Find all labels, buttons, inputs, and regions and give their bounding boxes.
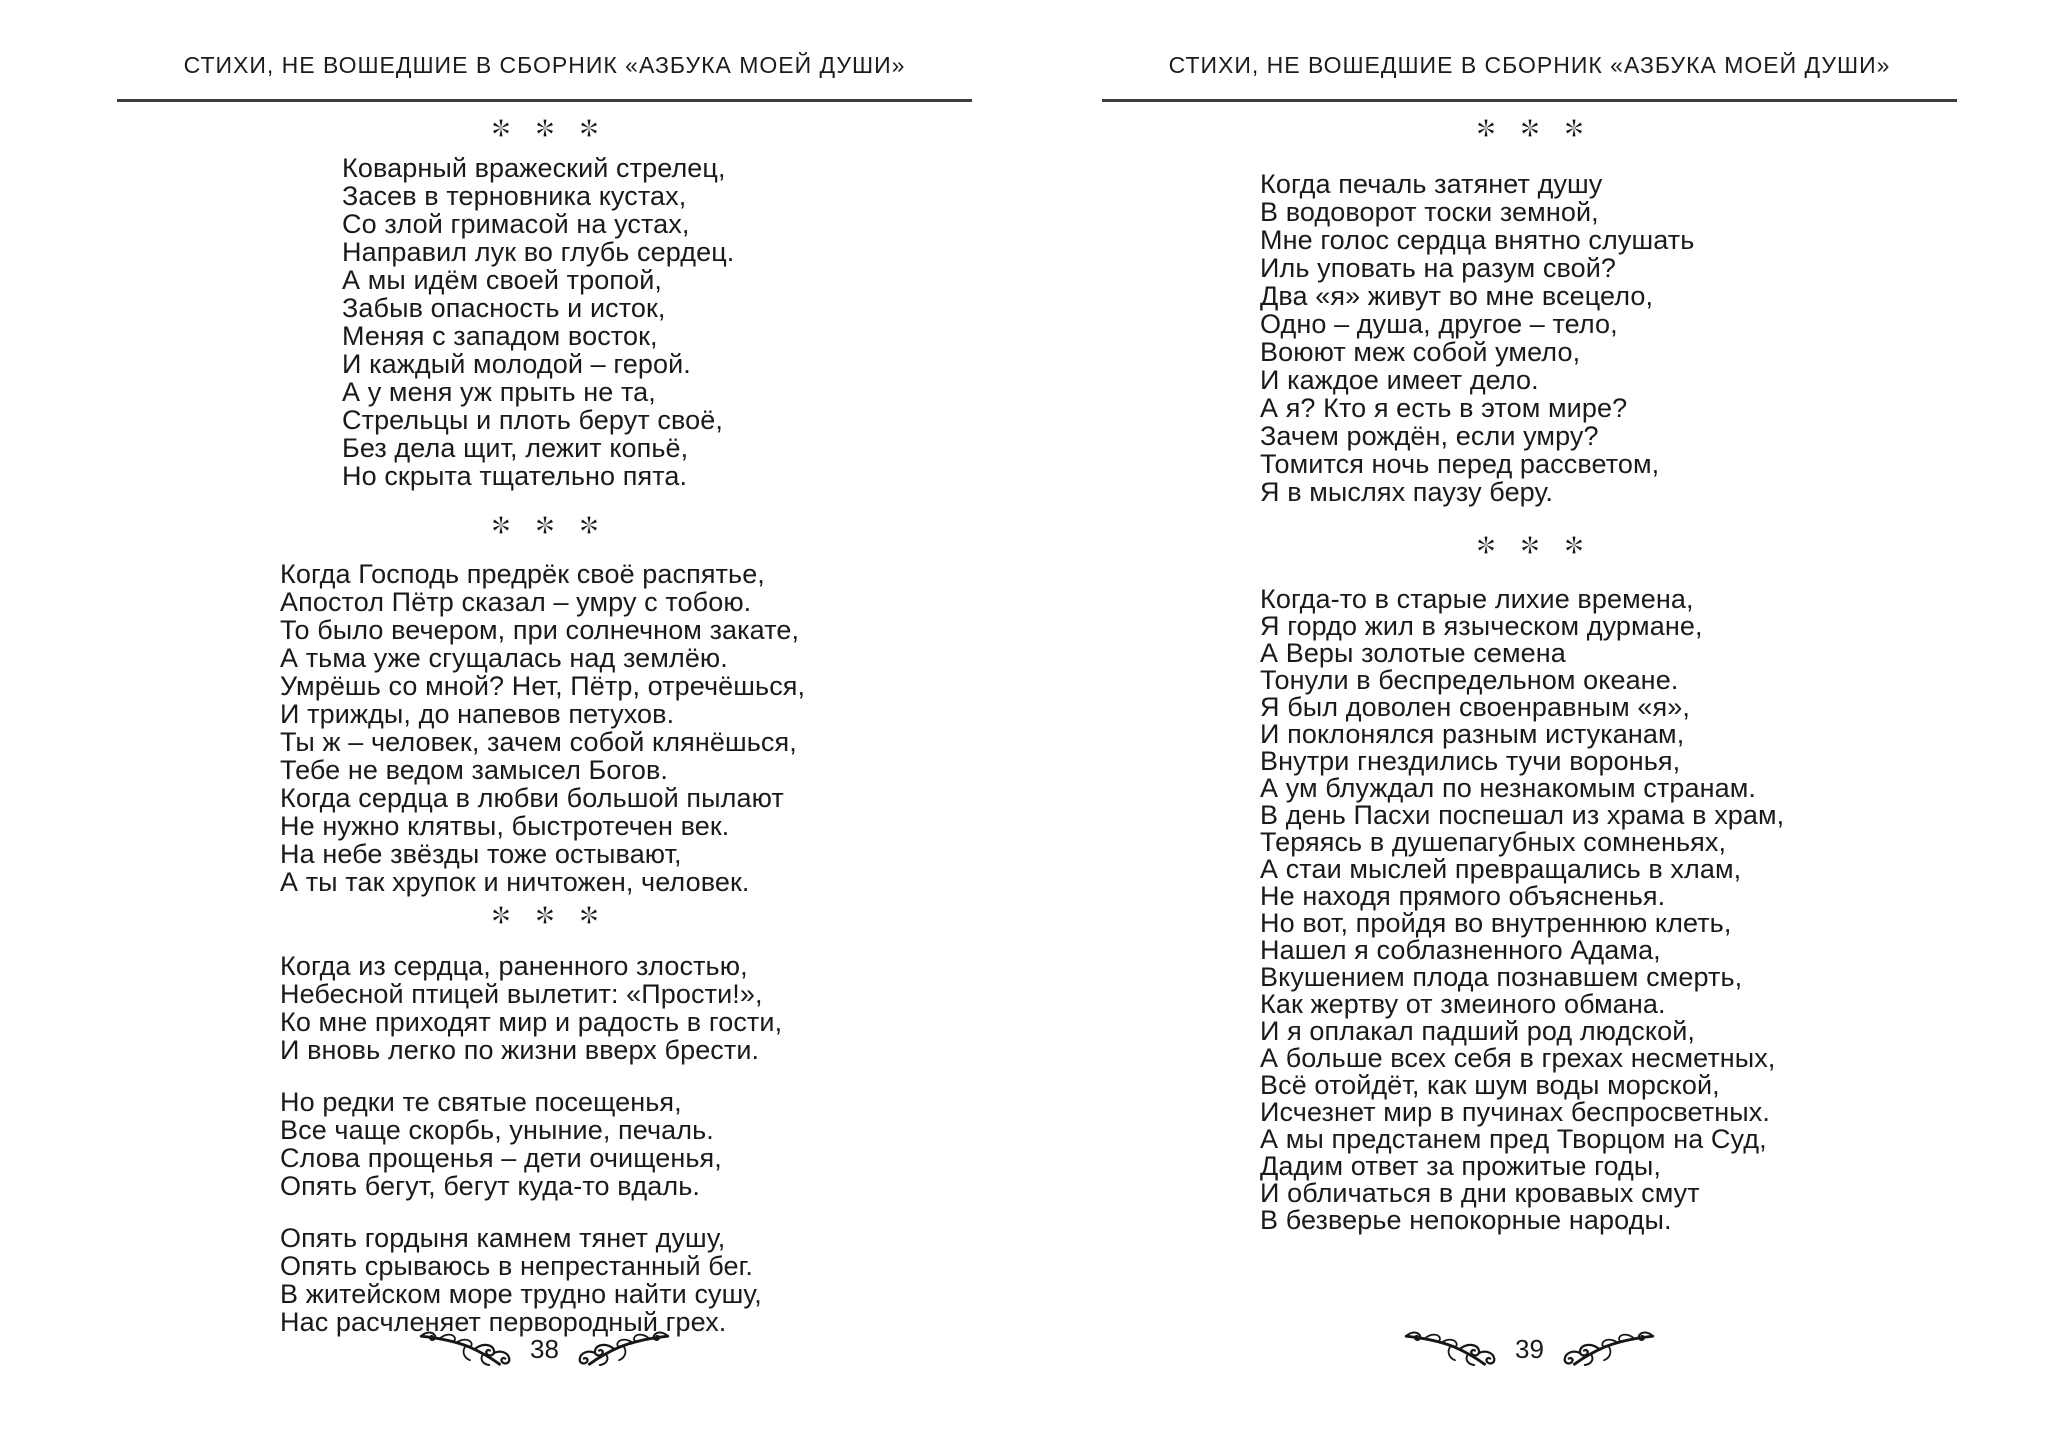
poem bbox=[1260, 586, 1784, 1234]
poem-line: А ум блуждал по незнакомым странам. bbox=[1260, 773, 1756, 803]
poem-line: Нашел я соблазненного Адама, bbox=[1260, 935, 1661, 965]
poem-line: И вновь легко по жизни вверх брести. bbox=[280, 1035, 760, 1065]
poem bbox=[342, 154, 734, 490]
page-number: 38 bbox=[530, 1333, 559, 1364]
poem-line: Ты ж – человек, зачем собой клянёшься, bbox=[280, 727, 797, 757]
poem-line: Я в мыслях паузу беру. bbox=[1260, 477, 1553, 507]
poem-line: Опять срываюсь в непрестанный бег. bbox=[280, 1251, 753, 1281]
poem-line: А у меня уж прыть не та, bbox=[342, 377, 656, 407]
page-number: 39 bbox=[1515, 1333, 1544, 1364]
stanza-separator bbox=[117, 905, 972, 925]
poem-line: В день Пасхи поспешал из храма в храм, bbox=[1260, 800, 1785, 830]
poem-line: И каждый молодой – герой. bbox=[342, 349, 691, 379]
poem-line: Нас расчленяет первородный грех. bbox=[280, 1307, 727, 1337]
poem-line: Стрельцы и плоть берут своё, bbox=[342, 405, 723, 435]
stanza-separator bbox=[1102, 118, 1957, 138]
poem-line: В безверье непокорные народы. bbox=[1260, 1205, 1672, 1235]
poem-line: Но редки те святые посещенья, bbox=[280, 1087, 682, 1117]
stanza-separator bbox=[117, 515, 972, 535]
poem-line: Когда сердца в любви большой пылают bbox=[280, 783, 784, 813]
poem-line: Иль уповать на разум свой? bbox=[1260, 253, 1617, 283]
poem-line: Направил лук во глубь сердец. bbox=[342, 237, 735, 267]
poem bbox=[280, 560, 805, 896]
poem-line: Когда печаль затянет душу bbox=[1260, 169, 1603, 199]
poem-line: Но вот, пройдя во внутреннюю клеть, bbox=[1260, 908, 1732, 938]
poem-line: И поклонялся разным истуканам, bbox=[1260, 719, 1685, 749]
poem-line: В водоворот тоски земной, bbox=[1260, 197, 1599, 227]
star-icon bbox=[491, 515, 511, 535]
star-icon bbox=[1564, 118, 1584, 138]
stanza bbox=[280, 560, 805, 896]
stanza bbox=[1260, 586, 1784, 1234]
poem-line: Умрёшь со мной? Нет, Пётр, отречёшься, bbox=[280, 671, 806, 701]
poem-line: Как жертву от змеиного обмана. bbox=[1260, 989, 1666, 1019]
footer-flourish-right-icon bbox=[575, 1329, 671, 1369]
poem-line: Когда из сердца, раненного злостью, bbox=[280, 951, 748, 981]
poem-line: Меняя с западом восток, bbox=[342, 321, 658, 351]
poem-line: А ты так хрупок и ничтожен, человек. bbox=[280, 867, 750, 897]
poem-line: И трижды, до напевов петухов. bbox=[280, 699, 675, 729]
poem-line: Не находя прямого объясненья. bbox=[1260, 881, 1666, 911]
stanza bbox=[280, 1224, 782, 1336]
poem-line: А больше всех себя в грехах несметных, bbox=[1260, 1043, 1776, 1073]
stanza-separator bbox=[1102, 535, 1957, 555]
poem bbox=[1260, 170, 1694, 506]
poem-line: Дадим ответ за прожитые годы, bbox=[1260, 1151, 1661, 1181]
star-icon bbox=[579, 118, 599, 138]
poem-line: И каждое имеет дело. bbox=[1260, 365, 1539, 395]
poem-line: Тонули в беспредельном океане. bbox=[1260, 665, 1679, 695]
stanza bbox=[342, 154, 734, 490]
poem-line: Засев в терновника кустах, bbox=[342, 181, 687, 211]
footer-flourish-left-icon bbox=[418, 1329, 514, 1369]
running-header: СТИХИ, НЕ ВОШЕДШИЕ В СБОРНИК «АЗБУКА МОЕЙ ДУШИ» bbox=[183, 52, 906, 78]
poem-line: Апостол Пётр сказал – умру с тобою. bbox=[280, 587, 752, 617]
star-icon bbox=[491, 905, 511, 925]
stanza bbox=[280, 1088, 782, 1200]
poem-line: Зачем рождён, если умру? bbox=[1260, 421, 1599, 451]
star-icon bbox=[1476, 118, 1496, 138]
poem-line: Опять бегут, бегут куда-то вдаль. bbox=[280, 1171, 700, 1201]
poem-line: А я? Кто я есть в этом мире? bbox=[1260, 393, 1628, 423]
poem-line: Ко мне приходят мир и радость в гости, bbox=[280, 1007, 783, 1037]
poem-line: Воюют меж собой умело, bbox=[1260, 337, 1581, 367]
poem-line: Теряясь в душепагубных сомненьях, bbox=[1260, 827, 1727, 857]
page-footer bbox=[1102, 1326, 1957, 1372]
poem-line: Но скрыта тщательно пята. bbox=[342, 461, 688, 491]
star-icon bbox=[1520, 118, 1540, 138]
poem-line: Я гордо жил в языческом дурмане, bbox=[1260, 611, 1703, 641]
star-icon bbox=[1520, 535, 1540, 555]
stanza bbox=[1260, 170, 1694, 506]
poem-line: Томится ночь перед рассветом, bbox=[1260, 449, 1660, 479]
poem-line: Тебе не ведом замысел Богов. bbox=[280, 755, 668, 785]
poem-line: Небесной птицей вылетит: «Прости!», bbox=[280, 979, 763, 1009]
star-icon bbox=[491, 118, 511, 138]
poem-line: А Веры золотые семена bbox=[1260, 638, 1566, 668]
poem-line: Два «я» живут во мне всецело, bbox=[1260, 281, 1654, 311]
poem-line: А мы идём своей тропой, bbox=[342, 265, 662, 295]
star-icon bbox=[535, 905, 555, 925]
poem-line: А тьма уже сгущалась над землёю. bbox=[280, 643, 728, 673]
page-right-content bbox=[1102, 0, 1957, 1454]
star-icon bbox=[1564, 535, 1584, 555]
poem-line: Забыв опасность и исток, bbox=[342, 293, 666, 323]
poem-line: Слова прощенья – дети очищенья, bbox=[280, 1143, 722, 1173]
poem-line: Когда-то в старые лихие времена, bbox=[1260, 584, 1694, 614]
poem-line: Я был доволен своенравным «я», bbox=[1260, 692, 1690, 722]
poem-line: Внутри гнездились тучи воронья, bbox=[1260, 746, 1681, 776]
poem-line: Исчезнет мир в пучинах беспросветных. bbox=[1260, 1097, 1770, 1127]
poem-line: И я оплакал падший род людской, bbox=[1260, 1016, 1696, 1046]
poem-line: Вкушением плода познавшем смерть, bbox=[1260, 962, 1743, 992]
poem-line: А стаи мыслей превращались в хлам, bbox=[1260, 854, 1742, 884]
stanza-separator bbox=[117, 118, 972, 138]
poem-line: Одно – душа, другое – тело, bbox=[1260, 309, 1618, 339]
poem-line: Когда Господь предрёк своё распятье, bbox=[280, 559, 765, 589]
poem-line: Все чаще скорбь, уныние, печаль. bbox=[280, 1115, 714, 1145]
poem-line: И обличаться в дни кровавых смут bbox=[1260, 1178, 1700, 1208]
poem-line: В житейском море трудно найти сушу, bbox=[280, 1279, 762, 1309]
header-rule bbox=[1102, 99, 1957, 102]
poem-line: Опять гордыня камнем тянет душу, bbox=[280, 1223, 726, 1253]
star-icon bbox=[1476, 535, 1496, 555]
poem-line: Не нужно клятвы, быстротечен век. bbox=[280, 811, 730, 841]
poem bbox=[280, 952, 782, 1336]
page-footer bbox=[117, 1326, 972, 1372]
poem-line: Коварный вражеский стрелец, bbox=[342, 153, 726, 183]
header-rule bbox=[117, 99, 972, 102]
running-header: СТИХИ, НЕ ВОШЕДШИЕ В СБОРНИК «АЗБУКА МОЕЙ ДУШИ» bbox=[1168, 52, 1891, 78]
footer-flourish-right-icon bbox=[1560, 1329, 1656, 1369]
page-left-content bbox=[117, 0, 972, 1454]
star-icon bbox=[535, 118, 555, 138]
footer-flourish-left-icon bbox=[1403, 1329, 1499, 1369]
poem-line: Без дела щит, лежит копьё, bbox=[342, 433, 689, 463]
poem-line: Со злой гримасой на устах, bbox=[342, 209, 690, 239]
stanza bbox=[280, 952, 782, 1064]
poem-line: Мне голос сердца внятно слушать bbox=[1260, 225, 1695, 255]
poem-line: Всё отойдёт, как шум воды морской, bbox=[1260, 1070, 1720, 1100]
star-icon bbox=[535, 515, 555, 535]
poem-line: А мы предстанем пред Творцом на Суд, bbox=[1260, 1124, 1767, 1154]
star-icon bbox=[579, 515, 599, 535]
poem-line: То было вечером, при солнечном закате, bbox=[280, 615, 800, 645]
page-right bbox=[1029, 0, 2058, 1454]
star-icon bbox=[579, 905, 599, 925]
poem-line: На небе звёзды тоже остывают, bbox=[280, 839, 682, 869]
